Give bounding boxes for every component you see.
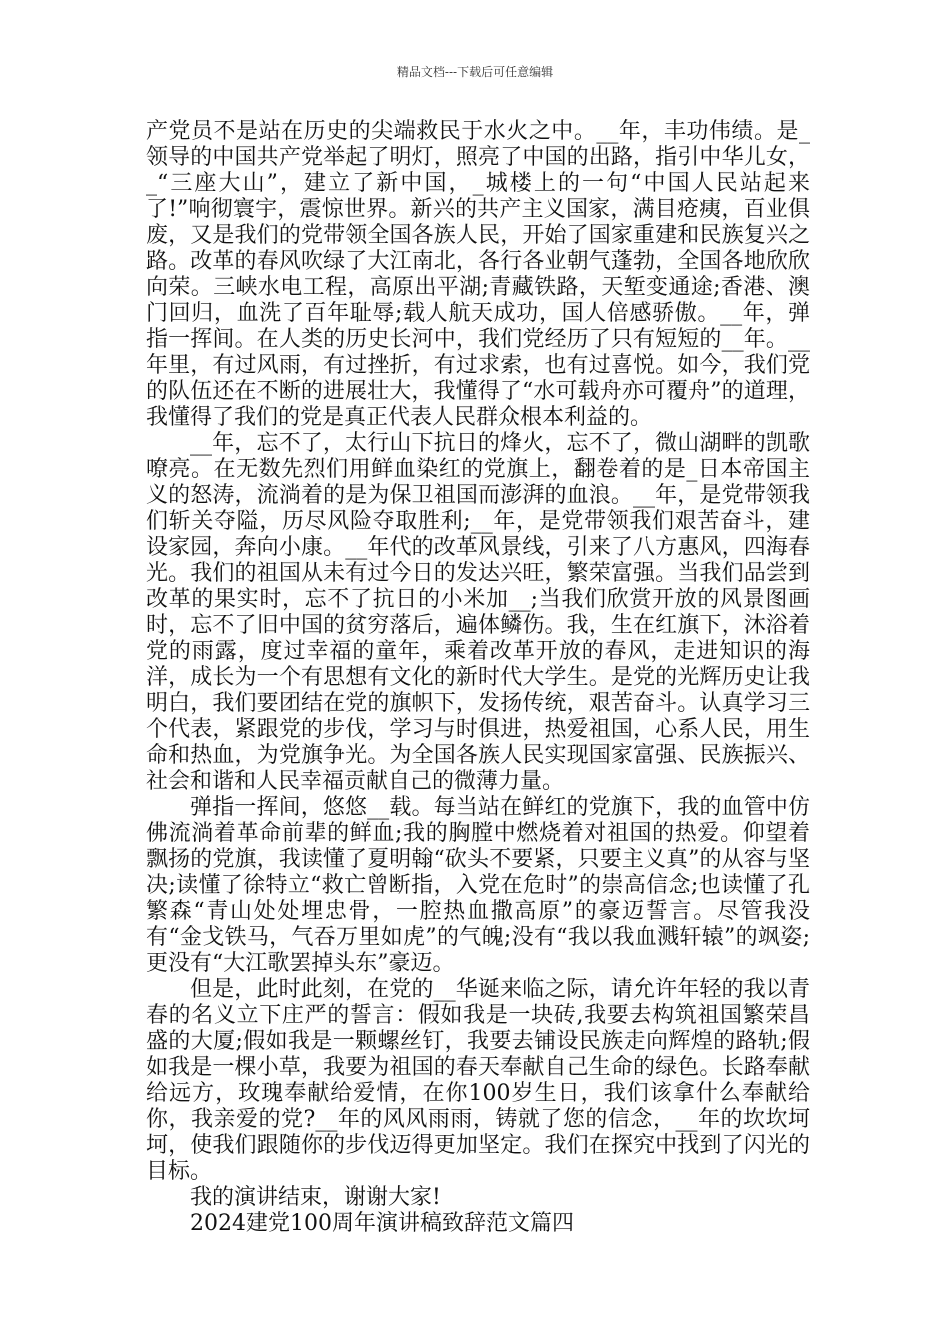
closing-line: 我的演讲结束，谢谢大家! bbox=[190, 1185, 441, 1210]
paragraph-3: 弹指一挥间，悠悠__载。每当站在鲜红的党旗下，我的血管中仿佛流淌着革命前辈的鲜血;我的胸膛中燃烧着对祖国的热爱。仰望着飘扬的党旗，我读懂了夏明翰“砍头不要紧，只要主义真”的从容与坚决;读懂了徐特立“救亡曾断指，入党在危时”的崇高信念;也读懂了孔繁森“青山处处埋忠骨，一腔热血撒高原”的豪迈誓言。尽管我没有“金戈铁马，气吞万里如虎”的气魄;没有“我以我血溅轩辕”的飒姿;更没有“大江歌罢掉头东”豪迈。 bbox=[146, 795, 810, 976]
section-heading: 2024建党100周年演讲稿致辞范文篇四 bbox=[190, 1211, 574, 1236]
document-body bbox=[146, 119, 810, 1237]
paragraph-1: 产党员不是站在历史的尖端救民于水火之中。__年，丰功伟绩。是_领导的中国共产党举起了明灯，照亮了中国的出路，指引中华儿女，_“三座大山”，建立了新中国，_城楼上的一句“中国人民站起来了!”响彻寰宇，震惊世界。新兴的共产主义国家，满目疮痍，百业俱废，又是我们的党带领全国各族人民，开始了国家重建和民族复兴之路。改革的春风吹绿了大江南北，各行各业朝气蓬勃，全国各地欣欣向荣。三峡水电工程，高原出平湖;青藏铁路，天堑变通途;香港、澳门回归，血洗了百年耻辱;载人航天成功，国人倍感骄傲。__年，弹指一挥间。在人类的历史长河中，我们党经历了只有短短的__年。__年里，有过风雨，有过挫折，有过求索，也有过喜悦。如今，我们党的队伍还在不断的进展壮大，我懂得了“水可载舟亦可覆舟”的道理，我懂得了我们的党是真正代表人民群众根本利益的。 bbox=[146, 119, 810, 430]
paragraph-2: __年，忘不了，太行山下抗日的烽火，忘不了，微山湖畔的凯歌嘹亮。在无数先烈们用鲜血染红的党旗上，翻卷着的是_日本帝国主义的怒涛，流淌着的是为保卫祖国而澎湃的血浪。__年，是党带领我们斩关夺隘，历尽风险夺取胜利;__年，是党带领我们艰苦奋斗，建设家园，奔向小康。__年代的改革风景线，引来了八方惠风，四海春光。我们的祖国从未有过今日的发达兴旺，繁荣富强。当我们品尝到改革的果实时，忘不了抗日的小米加__;当我们欣赏开放的风景图画时，忘不了旧中国的贫穷落后，遍体鳞伤。我，生在红旗下，沐浴着党的雨露，度过幸福的童年，乘着改革开放的春风，走进知识的海洋，成长为一个有思想有文化的新时代大学生。是党的光辉历史让我明白，我们要团结在党的旗帜下，发扬传统，艰苦奋斗。认真学习三个代表，紧跟党的步伐，学习与时俱进，热爱祖国，心系人民，用生命和热血，为党旗争光。为全国各族人民实现国家富强、民族振兴、社会和谐和人民幸福贡献自己的微薄力量。 bbox=[146, 431, 810, 794]
page-header: 精品文档---下载后可任意编辑 bbox=[396, 65, 554, 79]
paragraph-4: 但是，此时此刻，在党的__华诞来临之际，请允许年轻的我以青春的名义立下庄严的誓言：假如我是一块砖,我要去构筑祖国繁荣昌盛的大厦;假如我是一颗螺丝钉，我要去铺设民族走向辉煌的路轨;假如我是一棵小草，我要为祖国的春天奉献自己生命的绿色。长路奉献给远方，玫瑰奉献给爱情，在你100岁生日，我们该拿什么奉献给你，我亲爱的党?__年的风风雨雨，铸就了您的信念，__年的坎坎坷坷，使我们跟随你的步伐迈得更加坚定。我们在探究中找到了闪光的目标。 bbox=[146, 977, 810, 1184]
